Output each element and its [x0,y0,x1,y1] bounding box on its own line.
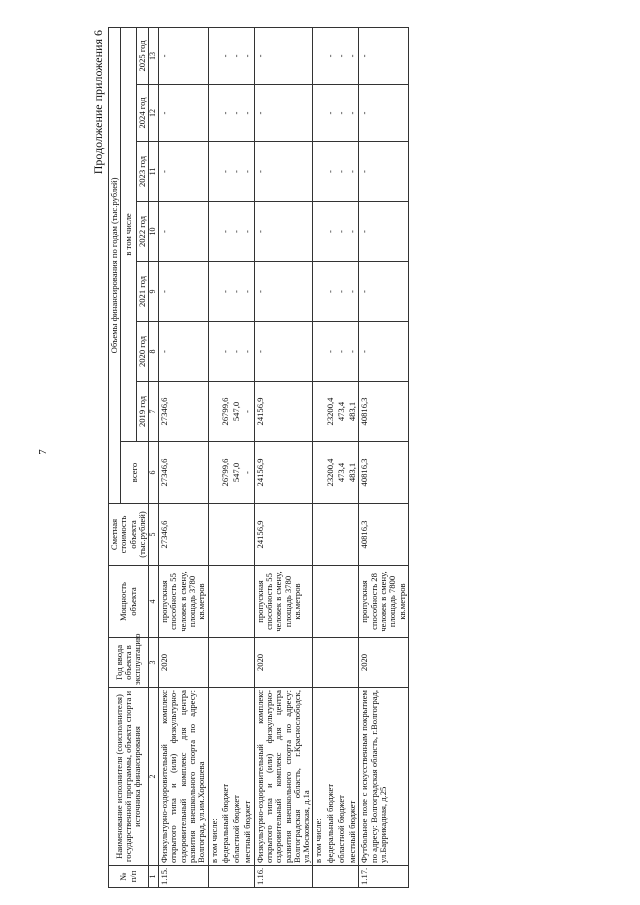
source-year-funding: - [231,142,242,202]
source-year-funding: - [220,85,231,142]
empty-cell [208,202,220,262]
row-number: 1.17. [359,866,408,888]
source-year-funding: - [325,322,336,382]
empty-cell [242,504,254,566]
empty-cell [242,566,254,638]
source-total: 23200,4 [325,442,336,504]
column-index: 11 [149,142,159,202]
year-funding: - [159,262,208,322]
source-row [347,27,359,887]
source-year-funding: - [336,142,347,202]
empty-cell [231,638,242,688]
source-year-funding: - [220,262,231,322]
source-year-funding: - [242,27,254,84]
source-year-funding: - [347,322,359,382]
column-index: 3 [149,638,159,688]
table-row [159,27,208,887]
source-year-funding: 483,1 [347,382,359,442]
source-year-funding: - [231,262,242,322]
source-year-funding: - [336,262,347,322]
source-row [336,27,347,887]
object-capacity: пропускная способность 55 человек в смену, площадь 3780 кв.метров [159,566,208,638]
year-funding: - [359,322,408,382]
empty-cell [313,202,325,262]
year-funding: - [254,322,313,382]
empty-cell [242,866,254,888]
empty-cell [313,322,325,382]
empty-cell [347,504,359,566]
year-funding: - [359,85,408,142]
year-funding: 40816,3 [359,382,408,442]
source-year-funding: - [325,85,336,142]
source-year-funding: - [336,85,347,142]
empty-cell [220,566,231,638]
year-funding: - [359,27,408,84]
source-year-funding: 23200,4 [325,382,336,442]
empty-cell [347,566,359,638]
year-funding: - [254,142,313,202]
source-year-funding: 26799,6 [220,382,231,442]
empty-cell [336,638,347,688]
source-year-funding: - [220,322,231,382]
source-year-funding: - [336,322,347,382]
year-funding: 27346,6 [159,382,208,442]
empty-cell [242,638,254,688]
total-funding: 24156,9 [254,442,313,504]
empty-cell [208,442,220,504]
source-year-funding: - [242,322,254,382]
header-name: Наименование исполнителя (соисполнителя) государственной программы, объекта спорта и источника финансирования [109,688,149,866]
source-year-funding: - [242,202,254,262]
header-num: № п/п [109,866,149,888]
source-year-funding: - [347,27,359,84]
empty-cell [208,262,220,322]
incl-label: в том числе: [208,688,220,866]
empty-cell [220,504,231,566]
source-row [220,27,231,887]
empty-cell [336,504,347,566]
year-funding: - [159,27,208,84]
source-year-funding: - [336,27,347,84]
column-index: 10 [149,202,159,262]
total-funding: 40816,3 [359,442,408,504]
header-cost: Сметная стоимость объекта (тыс.рублей) [109,504,149,566]
header-year-0: 2019 год [136,382,148,442]
source-year-funding: - [325,202,336,262]
header-year-3: 2022 год [136,202,148,262]
row-number: 1.16. [254,866,313,888]
source-year-funding: - [325,27,336,84]
column-index: 6 [149,442,159,504]
source-total: 483,1 [347,442,359,504]
empty-cell [313,504,325,566]
source-year-funding: - [242,85,254,142]
object-name: Физкультурно-оздоровительный комплекс открытого типа и (или) физкультурно-оздоровительный комплекс для центра развития внешкольного спорта по адресу: Волгоград, ул.им.Хорошева [159,688,208,866]
column-index: 12 [149,85,159,142]
source-year-funding: - [220,142,231,202]
source-year-funding: - [336,202,347,262]
year-funding: - [359,142,408,202]
object-capacity: пропускная способность 28 человек в смену, площадь 7800 кв.метров [359,566,408,638]
year-funding: - [359,262,408,322]
empty-cell [208,142,220,202]
column-index: 9 [149,262,159,322]
column-index: 1 [149,866,159,888]
empty-cell [325,866,336,888]
continuation-title: Продолжение приложения 6 [91,30,105,175]
commission-year: 2020 [254,638,313,688]
source-year-funding: - [325,142,336,202]
column-index: 8 [149,322,159,382]
source-year-funding: - [231,202,242,262]
empty-cell [325,566,336,638]
empty-cell [325,504,336,566]
empty-cell [208,638,220,688]
empty-cell [336,566,347,638]
source-label: местный бюджет [242,688,254,866]
incl-row [208,27,220,887]
empty-cell [347,866,359,888]
source-row [242,27,254,887]
source-year-funding: - [242,382,254,442]
source-year-funding: - [347,262,359,322]
empty-cell [313,638,325,688]
header-year-6: 2025 год [136,27,148,84]
empty-cell [313,382,325,442]
table-row [254,27,313,887]
total-funding: 27346,6 [159,442,208,504]
source-year-funding: - [242,142,254,202]
column-index: 2 [149,688,159,866]
source-year-funding: 473,4 [336,382,347,442]
source-year-funding: - [231,85,242,142]
year-funding: - [159,202,208,262]
year-funding: - [159,85,208,142]
header-year-4: 2023 год [136,142,148,202]
funding-table [108,27,409,888]
source-year-funding: - [242,262,254,322]
source-year-funding: - [231,27,242,84]
source-total: - [242,442,254,504]
year-funding: 24156,9 [254,382,313,442]
empty-cell [231,866,242,888]
year-funding: - [159,322,208,382]
empty-cell [325,638,336,688]
header-year-2: 2021 год [136,262,148,322]
source-label: местный бюджет [347,688,359,866]
header-total: всего [121,442,149,504]
empty-cell [313,866,325,888]
empty-cell [313,85,325,142]
object-name: Футбольное поле с искусственным покрытием по адресу: Волгоградская область, г.Волгоград, ул.Баррикадная, д.25 [359,688,408,866]
header-funding-group: Объемы финансирования по годам (тыс.рублей) [109,27,121,503]
source-total: 473,4 [336,442,347,504]
incl-label: в том числе: [313,688,325,866]
source-year-funding: 547,0 [231,382,242,442]
commission-year: 2020 [359,638,408,688]
source-row [325,27,336,887]
year-funding: - [254,27,313,84]
source-row [231,27,242,887]
column-index: 5 [149,504,159,566]
empty-cell [231,504,242,566]
year-funding: - [359,202,408,262]
empty-cell [208,566,220,638]
year-funding: - [159,142,208,202]
estimated-cost: 27346,6 [159,504,208,566]
empty-cell [313,442,325,504]
empty-cell [208,27,220,84]
column-index: 7 [149,382,159,442]
empty-cell [220,866,231,888]
empty-cell [231,566,242,638]
commission-year: 2020 [159,638,208,688]
column-index: 13 [149,27,159,84]
source-label: областной бюджет [336,688,347,866]
source-year-funding: - [231,322,242,382]
header-year: Год ввода объекта в эксплуатацию [109,638,149,688]
header-capacity: Мощность объекта [109,566,149,638]
source-year-funding: - [347,142,359,202]
empty-cell [313,27,325,84]
header-year-1: 2020 год [136,322,148,382]
table-row [359,27,408,887]
source-year-funding: - [220,202,231,262]
empty-cell [313,262,325,322]
rotated-document [88,28,628,888]
year-funding: - [254,85,313,142]
source-year-funding: - [220,27,231,84]
page-number: 7 [37,449,49,455]
estimated-cost: 40816,3 [359,504,408,566]
empty-cell [208,504,220,566]
column-index: 4 [149,566,159,638]
source-total: 26799,6 [220,442,231,504]
header-year-5: 2024 год [136,85,148,142]
empty-cell [208,85,220,142]
empty-cell [208,322,220,382]
empty-cell [208,866,220,888]
estimated-cost: 24156,9 [254,504,313,566]
year-funding: - [254,262,313,322]
empty-cell [336,866,347,888]
empty-cell [313,566,325,638]
empty-cell [208,382,220,442]
object-capacity: пропускная способность 55 человек в смену, площадь 3780 кв.метров [254,566,313,638]
empty-cell [313,142,325,202]
empty-cell [347,638,359,688]
year-funding: - [254,202,313,262]
source-label: федеральный бюджет [325,688,336,866]
incl-row [313,27,325,887]
source-total: 547,0 [231,442,242,504]
row-number: 1.15. [159,866,208,888]
header-incl: в том числе [121,27,137,441]
source-label: областной бюджет [231,688,242,866]
source-label: федеральный бюджет [220,688,231,866]
source-year-funding: - [347,85,359,142]
empty-cell [220,638,231,688]
source-year-funding: - [347,202,359,262]
source-year-funding: - [325,262,336,322]
object-name: Физкультурно-оздоровительный комплекс открытого типа и (или) физкультурно-оздоровительный комплекс для центра развития внешкольного спорта по адресу: Волгоградская область, г.Краснослободск, ул.Московская, д.1а [254,688,313,866]
